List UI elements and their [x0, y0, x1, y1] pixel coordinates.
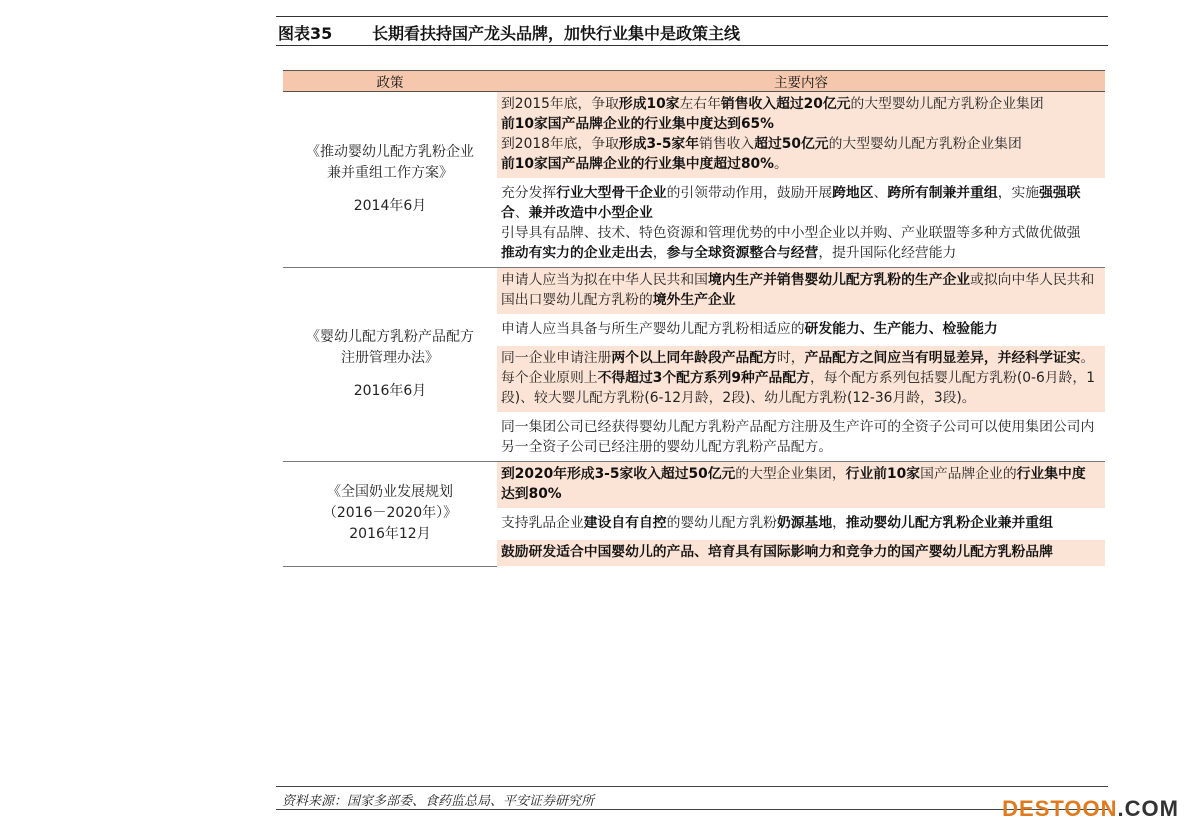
content-paragraph — [501, 348, 1099, 368]
figure-title: 长期看扶持国产龙头品牌，加快行业集中是政策主线 — [372, 24, 741, 43]
content-paragraph — [501, 243, 1099, 263]
body-text: 、 — [873, 185, 888, 201]
emphasis-text: 建设自有自控 — [583, 515, 667, 531]
content-paragraph — [501, 223, 1099, 243]
body-text: 的婴幼儿配方乳粉 — [666, 515, 777, 531]
source-note — [276, 786, 1108, 810]
policy-name-line1: 《全国奶业发展规划 — [327, 484, 453, 501]
content-paragraph — [501, 154, 1099, 174]
content-paragraph — [501, 417, 1099, 457]
body-text: 同一集团公司已经获得婴幼儿配方乳粉产品配方注册及生产许可的全资子公司可以使用集团公司内另一全资子公司已经注册的婴幼儿配方乳粉产品配方。 — [501, 419, 1095, 455]
body-text: ， — [832, 515, 846, 531]
content-paragraph — [501, 319, 1099, 339]
body-text: 到2015年底，争取 — [501, 96, 619, 112]
policy-name-line2: 兼并重组工作方案》 — [327, 165, 453, 181]
policy-table — [283, 70, 1105, 567]
content-paragraph — [501, 464, 1099, 504]
emphasis-text: 到2020年形成3-5家收入超过50亿元 — [501, 466, 736, 482]
body-text: 。 — [773, 156, 788, 172]
emphasis-text: 境内生产并销售婴幼儿配方乳粉的生产企业 — [707, 272, 971, 288]
content-paragraph — [501, 513, 1099, 533]
content-paragraph — [501, 368, 1099, 408]
content-cell — [497, 268, 1105, 462]
emphasis-text: 跨地区 — [832, 185, 874, 201]
content-paragraph — [501, 270, 1099, 310]
emphasis-text: 前10家国产品牌企业的行业集中度达到65% — [501, 116, 774, 132]
content-block — [497, 412, 1105, 461]
content-block — [497, 178, 1105, 267]
content-paragraph — [501, 94, 1099, 114]
content-cell — [497, 462, 1105, 567]
table-row — [283, 92, 1105, 268]
content-paragraph — [501, 134, 1099, 154]
table-row — [283, 462, 1105, 567]
content-paragraph — [501, 183, 1099, 223]
emphasis-text: 超过50亿元 — [754, 136, 829, 152]
policy-cell — [283, 268, 497, 462]
policy-name-line1: 《推动婴幼儿配方乳粉企业 — [306, 144, 474, 160]
body-text: 时， — [776, 350, 805, 366]
watermark-part1: DESTOON — [1002, 796, 1118, 821]
emphasis-text: 产品配方之间应当有明显差异，并经科学证实 — [804, 350, 1081, 366]
emphasis-text: 参与全球资源整合与经营 — [666, 245, 819, 261]
body-text: ，实施 — [997, 185, 1040, 201]
emphasis-text: 兼并改造中小型企业 — [528, 205, 653, 221]
figure-title-bar — [276, 16, 1108, 46]
content-paragraph — [501, 542, 1099, 562]
emphasis-text: 销售收入超过20亿元 — [720, 96, 851, 112]
body-text: 国产品牌企业的 — [920, 466, 1017, 482]
content-block — [497, 268, 1105, 314]
emphasis-text: 境外生产企业 — [652, 292, 736, 308]
emphasis-text: 形成10家 — [618, 96, 680, 112]
body-text: 的大型婴幼儿配方乳粉企业集团 — [850, 96, 1044, 112]
body-text: ，提升国际化经营能力 — [818, 245, 957, 261]
body-text: 、 — [514, 205, 529, 221]
body-text: 的大型企业集团， — [735, 466, 846, 482]
emphasis-text: 鼓励研发适合中国婴幼儿的产品、培育具有国际影响力和竞争力的国产婴幼儿配方乳粉品牌 — [501, 544, 1053, 560]
table-header-row — [283, 71, 1105, 92]
body-text: 左右年 — [679, 96, 721, 112]
emphasis-text: 推动婴幼儿配方乳粉企业兼并重组 — [845, 515, 1053, 531]
body-text: 申请人应当具备与所生产婴幼儿配方乳粉相适应的 — [501, 321, 805, 337]
emphasis-text: 推动有实力的企业走出去 — [501, 245, 653, 261]
body-text: 的引领带动作用，鼓励开展 — [666, 185, 833, 201]
body-text: 的大型婴幼儿配方乳粉企业集团 — [828, 136, 1022, 152]
emphasis-text: 前10家国产品牌企业的行业集中度超过80% — [501, 156, 774, 172]
policy-date: 2016年12月 — [349, 526, 431, 543]
body-text: 引导具有品牌、技术、特色资源和管理优势的中小型企业以并购、产业联盟等多种方式做优做强 — [501, 225, 1081, 241]
watermark-part2: .COM — [1117, 796, 1179, 821]
emphasis-text: 两个以上同年龄段产品配方 — [611, 350, 777, 366]
emphasis-text: 行业大型骨干企业 — [556, 185, 667, 201]
figure-number: 图表35 — [278, 24, 333, 43]
policy-date: 2016年6月 — [353, 383, 427, 399]
emphasis-text: 研发能力、生产能力、检验能力 — [804, 321, 998, 337]
body-text: ，每个配方系列包括婴儿配方乳粉(0-6月龄，1段)、较大婴儿配方乳粉(6-12月龄，2段)、幼儿配方乳粉(12-36月龄，3段)。 — [501, 370, 1095, 406]
emphasis-text: 行业集中度达到80% — [501, 466, 1086, 502]
body-text: 。 — [1080, 350, 1095, 366]
body-text: 每个企业原则上 — [501, 370, 598, 386]
body-text: 充分发挥 — [501, 185, 557, 201]
watermark-logo — [1002, 796, 1179, 822]
policy-date: 2014年6月 — [353, 198, 427, 214]
policy-name-line1: 《婴幼儿配方乳粉产品配方 — [306, 329, 474, 345]
emphasis-text: 行业前10家 — [845, 466, 921, 482]
content-cell — [497, 92, 1105, 268]
body-text: 同一企业申请注册 — [501, 350, 612, 366]
emphasis-text: 跨所有制兼并重组 — [887, 185, 998, 201]
source-text: 资料来源：国家多部委、食药监总局、平安证券研究所 — [282, 794, 595, 809]
body-text: 到2018年底，争取 — [501, 136, 619, 152]
content-block — [497, 314, 1105, 343]
policy-name-line2: （2016－2020年）》 — [322, 505, 458, 522]
body-text: 申请人应当为拟在中华人民共和国 — [501, 272, 708, 288]
content-paragraph — [501, 114, 1099, 134]
emphasis-text: 不得超过3个配方系列9种产品配方 — [597, 370, 810, 386]
emphasis-text: 强强联合 — [501, 185, 1081, 221]
policy-cell — [283, 462, 497, 567]
policy-cell — [283, 92, 497, 268]
policy-name-line2: 注册管理办法》 — [341, 350, 439, 366]
body-text: 销售收入 — [699, 136, 755, 152]
table-row — [283, 268, 1105, 462]
emphasis-text: 形成3-5家年 — [618, 136, 700, 152]
body-text: ， — [652, 245, 667, 261]
content-block — [497, 343, 1105, 412]
header-policy: 政策 — [283, 71, 497, 92]
body-text: 支持乳品企业 — [501, 515, 584, 531]
header-content: 主要内容 — [497, 71, 1105, 92]
content-block — [497, 508, 1105, 537]
content-block — [497, 92, 1105, 178]
body-text: 或拟向中华人民共和国出口婴幼儿配方乳粉的 — [501, 272, 1095, 308]
content-block — [497, 462, 1105, 508]
table-body — [283, 92, 1105, 567]
emphasis-text: 奶源基地 — [776, 515, 833, 531]
content-block — [497, 537, 1105, 566]
